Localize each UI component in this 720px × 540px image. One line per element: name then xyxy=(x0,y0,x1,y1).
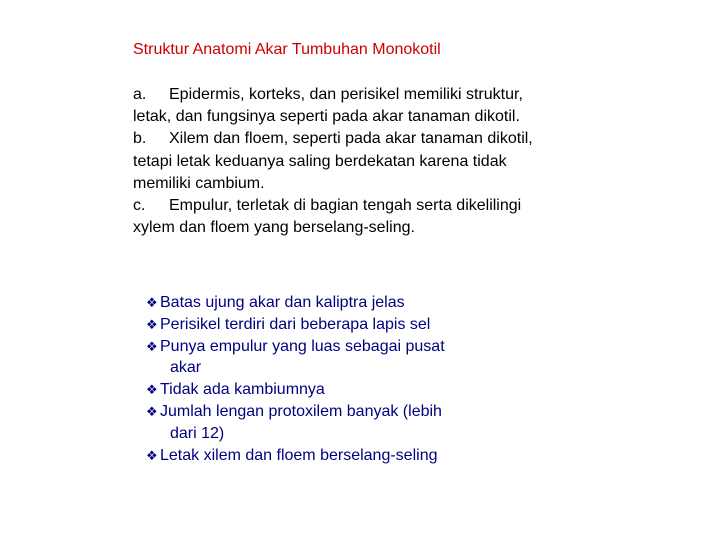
paragraph-text: Epidermis, korteks, dan perisikel memiliki struktur, letak, dan fungsinya seperti pada akar tanaman dikotil. xyxy=(133,86,523,126)
diamond-bullet-icon: ❖ xyxy=(146,447,158,463)
list-item xyxy=(146,445,526,467)
list-item xyxy=(146,292,526,314)
diamond-bullet-icon: ❖ xyxy=(146,382,158,398)
list-item xyxy=(146,379,526,401)
paragraph-marker: c. xyxy=(133,197,146,215)
list-item xyxy=(146,314,526,336)
diamond-bullet-icon: ❖ xyxy=(146,295,158,310)
paragraph-c xyxy=(133,195,563,239)
description-paragraphs xyxy=(133,84,563,239)
paragraph-marker: a. xyxy=(133,86,147,103)
list-item xyxy=(146,401,526,445)
feature-bullet-list xyxy=(146,292,526,466)
diamond-bullet-icon: ❖ xyxy=(146,316,158,332)
paragraph-marker: b. xyxy=(133,130,147,148)
diamond-bullet-icon: ❖ xyxy=(146,403,158,419)
paragraph-b xyxy=(133,128,563,195)
list-item-text: Perisikel terdiri dari beberapa lapis sel xyxy=(160,315,431,333)
list-item-continuation: akar xyxy=(170,359,202,377)
page-title: Struktur Anatomi Akar Tumbuhan Monokotil xyxy=(133,41,441,58)
paragraph-text: Xilem dan floem, seperti pada akar tanaman dikotil, tetapi letak keduanya saling berdekatan karena tidak memiliki cambium. xyxy=(133,130,533,192)
list-item-text: Punya empulur yang luas sebagai pusat xyxy=(160,337,445,355)
list-item-text: Jumlah lengan protoxilem banyak (lebih xyxy=(160,402,442,420)
list-item-text: Tidak ada kambiumnya xyxy=(160,381,325,399)
list-item-text: Letak xilem dan floem berselang-seling xyxy=(160,446,438,464)
list-item xyxy=(146,336,526,380)
list-item-text: Batas ujung akar dan kaliptra jelas xyxy=(160,294,405,311)
paragraph-a xyxy=(133,84,563,128)
diamond-bullet-icon: ❖ xyxy=(146,338,158,354)
list-item-continuation: dari 12) xyxy=(170,424,225,442)
paragraph-text: Empulur, terletak di bagian tengah serta dikelilingi xylem dan floem yang berselang-seling. xyxy=(133,197,522,237)
